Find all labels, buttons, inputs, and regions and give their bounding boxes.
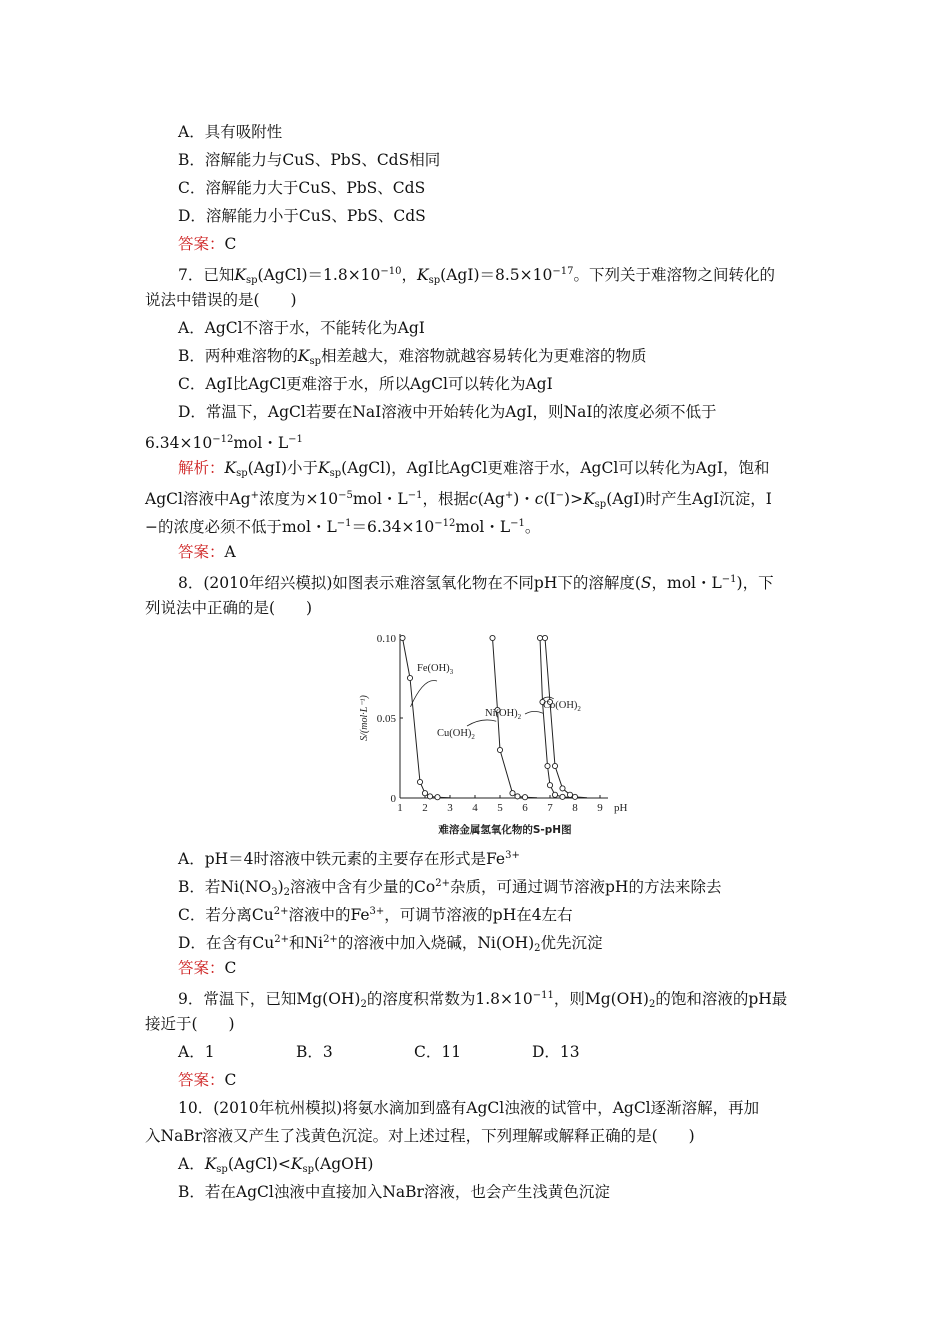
q8-option-c: C．若分离$Cu^{2+}$溶液中的$Fe^{3+}$，可调节溶液的pH在4左右 [178, 906, 573, 924]
q6-option-a: A．具有吸附性 [178, 123, 283, 141]
series-label-Fe(OH)3: $Fe(OH)_3$ [417, 663, 454, 676]
x-tick-label: 9 [597, 802, 603, 814]
q7-option-c: C．AgI比AgCl更难溶于水，所以AgCl可以转化为AgI [178, 375, 553, 393]
q9-answer [178, 1070, 236, 1090]
explain-label: 解析： [178, 459, 225, 477]
data-point-Fe(OH)3 [407, 675, 412, 680]
q9-option-a: A．1 [178, 1043, 215, 1061]
q6-option-c: C．溶解能力大于CuS、PbS、CdS [178, 179, 426, 197]
data-point-Fe(OH)3 [400, 635, 405, 640]
series-arrow-Fe(OH)3 [411, 681, 438, 707]
data-point-Ni(OH)2 [545, 763, 550, 768]
answer-value: C [224, 959, 237, 977]
q6-option-b: B．溶解能力与CuS、PbS、CdS相同 [178, 151, 441, 169]
answer-label: 答案： [178, 235, 225, 253]
data-point-Fe(OH)3 [435, 795, 440, 800]
data-point-Co(OH)2 [560, 786, 565, 791]
data-point-Cu(OH)2 [510, 791, 515, 796]
series-arrow-Ni(OH)2 [525, 711, 543, 714]
q10-option-a: A．$K_{sp}(AgCl)<K_{sp}(AgOH)$ [178, 1155, 374, 1175]
data-point-Ni(OH)2 [560, 794, 565, 799]
data-point-Co(OH)2 [552, 763, 557, 768]
series-line-Co(OH)2 [545, 638, 587, 798]
q10-option-b: B．若在AgCl浊液中直接加入NaBr溶液，也会产生浅黄色沉淀 [178, 1183, 610, 1201]
data-point-Fe(OH)3 [422, 791, 427, 796]
x-tick-label: 2 [422, 802, 428, 814]
q7-option-d-line2: $6.34\times 10^{-12}mol$・$L^{-1}$ [145, 434, 303, 452]
q8-answer [178, 958, 236, 978]
x-tick-label: 7 [547, 802, 553, 814]
x-axis-label: pH [614, 802, 628, 814]
q7-explanation-line1: 解析：$K_{sp}(AgI)$小于$K_{sp}(AgCl)$，AgI比AgCl更难溶于水，AgCl可以转化为AgI，饱和 [178, 459, 770, 479]
answer-label: 答案： [178, 1071, 225, 1089]
data-point-Fe(OH)3 [427, 794, 432, 799]
data-point-Co(OH)2 [567, 792, 572, 797]
q8-stem-line1: 8．(2010年绍兴模拟)如图表示难溶氢氧化物在不同pH下的溶解度(S，mol・$L^{-1}$)，下 [178, 574, 774, 592]
answer-value: C [224, 1071, 237, 1089]
q7-explanation-line2: AgCl溶液中Ag+浓度为$\times 10^{-5}mol$・$L^{-1}$，根据c(Ag+)・$c(I^-)>K_{sp}(AgI)$时产生AgI沉淀，I [145, 490, 772, 510]
q9-option-b: B．3 [296, 1043, 333, 1061]
q7-option-b: B．两种难溶物的$K_{sp}$相差越大，难溶物就越容易转化为更难溶的物质 [178, 347, 647, 367]
x-tick-label: 5 [497, 802, 503, 814]
y-tick-label: 0.05 [376, 713, 396, 725]
q6-answer [178, 234, 236, 254]
data-point-Cu(OH)2 [490, 635, 495, 640]
q9-option-c: C．11 [414, 1043, 462, 1061]
series-line-Fe(OH)3 [403, 638, 450, 798]
data-point-Ni(OH)2 [537, 635, 542, 640]
q7-option-d-line1: D．常温下，AgCl若要在NaI溶液中开始转化为AgI，则NaI的浓度必须不低于 [178, 403, 717, 421]
q7-option-a: A．AgCl不溶于水，不能转化为AgI [178, 319, 425, 337]
series-label-Co(OH)2: $Co(OH)_2$ [543, 700, 581, 713]
q9-option-d: D．13 [532, 1043, 580, 1061]
data-point-Ni(OH)2 [552, 792, 557, 797]
q8-option-d: D．在含有$Cu^{2+}$和$Ni^{2+}$的溶液中加入烧碱，$Ni(OH)_2$优先沉淀 [178, 934, 603, 954]
data-point-Co(OH)2 [542, 635, 547, 640]
q9-options [178, 1042, 580, 1062]
x-tick-label: 3 [447, 802, 453, 814]
data-point-Ni(OH)2 [547, 783, 552, 788]
q8-option-b: B．若$Ni(NO_3)_2$溶液中含有少量的$Co^{2+}$杂质，可通过调节溶液pH的方法来除去 [178, 878, 722, 898]
q7-answer [178, 542, 236, 562]
q9-stem-line2: 接近于( ) [145, 1015, 235, 1033]
x-tick-label: 8 [572, 802, 578, 814]
solubility-ph-chart [355, 626, 628, 841]
q6-option-d: D．溶解能力小于CuS、PbS、CdS [178, 207, 426, 225]
data-point-Fe(OH)3 [417, 779, 422, 784]
q10-stem-line1: 10．(2010年杭州模拟)将氨水滴加到盛有AgCl浊液的试管中，AgCl逐渐溶解，再加 [178, 1099, 760, 1117]
series-label-Ni(OH)2: $Ni(OH)_2$ [485, 708, 522, 721]
q8-option-a: A．pH＝4时溶液中铁元素的主要存在形式是$Fe^{3+}$ [178, 850, 520, 868]
x-tick-label: 1 [397, 802, 403, 814]
chart-title: 难溶金属氢氧化物的S-pH图 [438, 824, 572, 836]
y-tick-label: 0 [390, 793, 396, 805]
data-point-Cu(OH)2 [515, 794, 520, 799]
answer-value: A [224, 543, 236, 561]
q7-explanation-line3: −的浓度必须不低于mol・$L^{-1}=6.34\times 10^{-12}mol$・$L^{-1}$。 [145, 518, 541, 536]
x-tick-label: 4 [472, 802, 478, 814]
q7-stem-line2: 说法中错误的是( ) [145, 291, 297, 309]
answer-value: C [224, 235, 237, 253]
answer-label: 答案： [178, 959, 225, 977]
data-point-Cu(OH)2 [497, 747, 502, 752]
data-point-Cu(OH)2 [522, 795, 527, 800]
x-tick-label: 6 [522, 802, 528, 814]
data-point-Co(OH)2 [572, 794, 577, 799]
y-axis-label: S/(mol·L⁻¹) [359, 695, 370, 741]
answer-label: 答案： [178, 543, 225, 561]
q9-stem-line1: 9．常温下，已知$Mg(OH)_2$的溶度积常数为$1.8\times 10^{-11}$，则$Mg(OH)_2$的饱和溶液的pH最 [178, 990, 788, 1010]
q8-stem-line2: 列说法中正确的是( ) [145, 599, 313, 617]
series-label-Cu(OH)2: $Cu(OH)_2$ [437, 728, 475, 741]
y-tick-label: 0.10 [376, 633, 396, 645]
q10-stem-line2: 入NaBr溶液又产生了浅黄色沉淀。对上述过程，下列理解或解释正确的是( ) [145, 1127, 695, 1145]
q7-stem-line1: 7．已知$K_{sp}(AgCl)=1.8\times 10^{-10}$，$K_{sp}(AgI)=8.5\times 10^{-17}$。下列关于难溶物之间转化的 [178, 266, 775, 286]
series-arrow-Cu(OH)2 [467, 720, 496, 726]
